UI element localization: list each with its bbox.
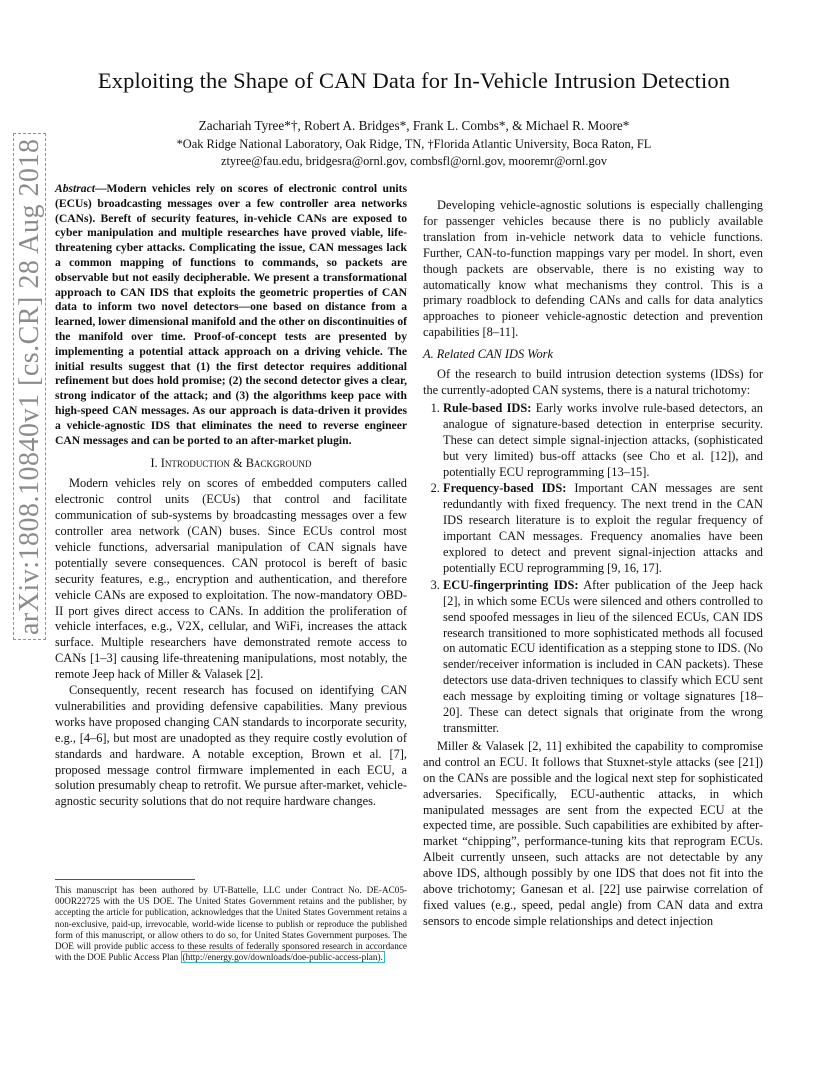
doe-access-plan-link[interactable]: (http://energy.gov/downloads/doe-public-access-plan). [182,952,383,963]
right-paragraph-2: Of the research to build intrusion detection systems (IDSs) for the currently-adopted CAN systems, there is a natural trichotomy: [423,367,763,397]
list-item-text: Important CAN messages are sent redundantly with fixed frequency. The next trend in the CAN IDS research literature is to exploit the regular frequency of important CAN messages. Frequency anomalies have been explored to detect and prevent signal-injection attacks and potentially ECU reprogramming [9, 16, 17]. [443,481,763,575]
right-paragraph-3: Miller & Valasek [2, 11] exhibited the capability to compromise and control an ECU. It follows that Stuxnet-style attacks (see [21]) on the CANs are possible and the logical next step for sophisticated adversaries. Specifically, ECU-authentic attacks, in which manipulated messages are sent from the expected ECU at the expected time, are possible. Such capabilities are exhibited by after-market “chipping”, performance-tuning kits that reprogram ECUs. Albeit currently unseen, such attacks are not detectable by any above IDS, although possibly by one IDS that does not fit into the above trichotomy; Ganesan et al. [22] use pairwise correlation of fixed values (e.g., speed, pedal angle) from CAN data and extra sensors to encode simple relationships and detect injection [423,738,763,928]
list-item [443,401,763,481]
author-list: Zachariah Tyree*†, Robert A. Bridges*, Frank L. Combs*, & Michael R. Moore* [198,118,630,133]
abstract-lead: Abstract [55,182,95,195]
abstract-text: —Modern vehicles rely on scores of electronic control units (ECUs) broadcasting messages over a few controller area networks (CANs). Bereft of security features, in-vehicle CANs are exposed to cyber manipulation and multiple researches have proved viable, life-threatening cyber attacks. Complicating the issue, CAN messages lack a common mapping of functions to commands, so packets are observable but not easily decipherable. We present a transformational approach to CAN IDS that exploits the geometric properties of CAN data to inform two novel detectors—one based on distance from a learned, lower dimensional manifold and the other on discontinuities of the manifold over time. Proof-of-concept tests are presented by implementing a potential attack approach on a driving vehicle. The initial results suggest that (1) the first detector requires additional refinement but does hold promise; (2) the second detector gives a clear, strong indicator of the attack; and (3) the algorithms keep pace with high-speed CAN messages. As our approach is data-driven it provides a vehicle-agnostic IDS that eliminates the need to reverse engineer CAN messages and can be ported to an after-market plugin. [55,182,407,447]
list-item-label: Rule-based IDS: [443,400,532,415]
intro-paragraph-2: Consequently, recent research has focused on identifying CAN vulnerabilities and providing defensive capabilities. Many previous works have proposed changing CAN standards to incorporate security, e.g., [4–6], but most are unadopted as they require costly evolution of standards and hardware. A notable exception, Brown et al. [7], proposed message control firmware implemented in each ECU, a solution presumably cheap to retrofit. We pursue after-market, vehicle-agnostic security solutions that do not require hardware changes. [55,683,407,809]
list-item [443,578,763,737]
list-item-label: ECU-fingerprinting IDS: [443,577,579,592]
list-item-text: Early works involve rule-based detectors, an analogue of signature-based detection in enterprise security. These can detect simple signal-injection attacks, (sophisticated but very limited) bus-off attacks (see Cho et al. [12]), and potentially ECU reprogramming [13–15]. [443,400,763,479]
left-column [55,182,407,810]
footnote-text: This manuscript has been authored by UT-Battelle, LLC under Contract No. DE-AC05-00OR22725 with the US DOE. The United States Government retains and the publisher, by accepting the article for publication, acknowledges that the United States Government retains a non-exclusive, paid-up, irrevocable, world-wide license to publish or reproduce the published form of this manuscript, or allow others to do so, for United States Government purposes. The DOE will provide public access to these results of federally sponsored research in accordance with the DOE Public Access Plan [55,885,407,963]
list-item-text: After publication of the Jeep hack [2], in which some ECUs were silenced and others controlled to send spoofed messages in lieu of the silenced ECUs, CAN IDS research transitioned to more sophisticated methods all focused on automatic ECU identification as a stepping stone to IDS. (No sender/receiver information is included in CAN packets). These detectors use data-driven techniques to classify which ECU sent each message by exploiting timing or voltage signatures [18–20]. These can detect signals that originate from the wrong transmitter. [443,577,763,735]
intro-paragraph-1: Modern vehicles rely on scores of embedded computers called electronic control units (ECUs) that control and facilitate communication of sub-systems by broadcasting messages over a few controller area network (CAN) buses. Since ECUs control most vehicle functions, adversarial manipulation of CAN signals have potentially severe consequences. CAN protocol is bereft of basic security features, e.g., encryption and authentication, and therefore vehicle CANs are exposed to exploitation. The now-mandatory OBD-II port gives direct access to CANs. In addition the proliferation of vehicle interfaces, e.g., V2X, cellular, and WiFi, increases the attack surface. Multiple researchers have demonstrated remote access to CANs [1–3] causing life-threatening manipulations, most notably, the remote Jeep hack of Miller & Valasek [2]. [55,476,407,682]
arxiv-stamp[interactable]: arXiv:1808.10840v1 [cs.CR] 28 Aug 2018 [14,133,46,640]
affiliations: *Oak Ridge National Laboratory, Oak Ridge, TN, †Florida Atlantic University, Boca Raton, FL [176,137,652,151]
abstract [55,182,407,448]
ids-trichotomy-list [423,401,763,737]
footnote-rule [55,879,195,880]
subsection-heading-related-work: A. Related CAN IDS Work [423,347,553,362]
paper-title: Exploiting the Shape of CAN Data for In-Vehicle Intrusion Detection [97,68,731,93]
right-paragraph-1: Developing vehicle-agnostic solutions is especially challenging for passenger vehicles because there is no publicly available translation from in-vehicle network data to vehicle functions. Further, CAN-to-function mappings vary per model. In short, even though packets are observable, there is no existing way to automatically know what mechanisms they control. This is a primary roadblock to defending CANs and calls for data analytics approaches to pioneer vehicle-agnostic detection and prevention capabilities [8–11]. [423,198,763,340]
footnote [55,885,407,963]
author-emails: ztyree@fau.edu, bridgesra@ornl.gov, combsfl@ornl.gov, mooremr@ornl.gov [220,154,608,168]
list-item [443,481,763,576]
list-item-label: Frequency-based IDS: [443,481,567,496]
section-heading-intro: I. Introduction & Background [150,456,312,471]
right-column [423,198,763,930]
